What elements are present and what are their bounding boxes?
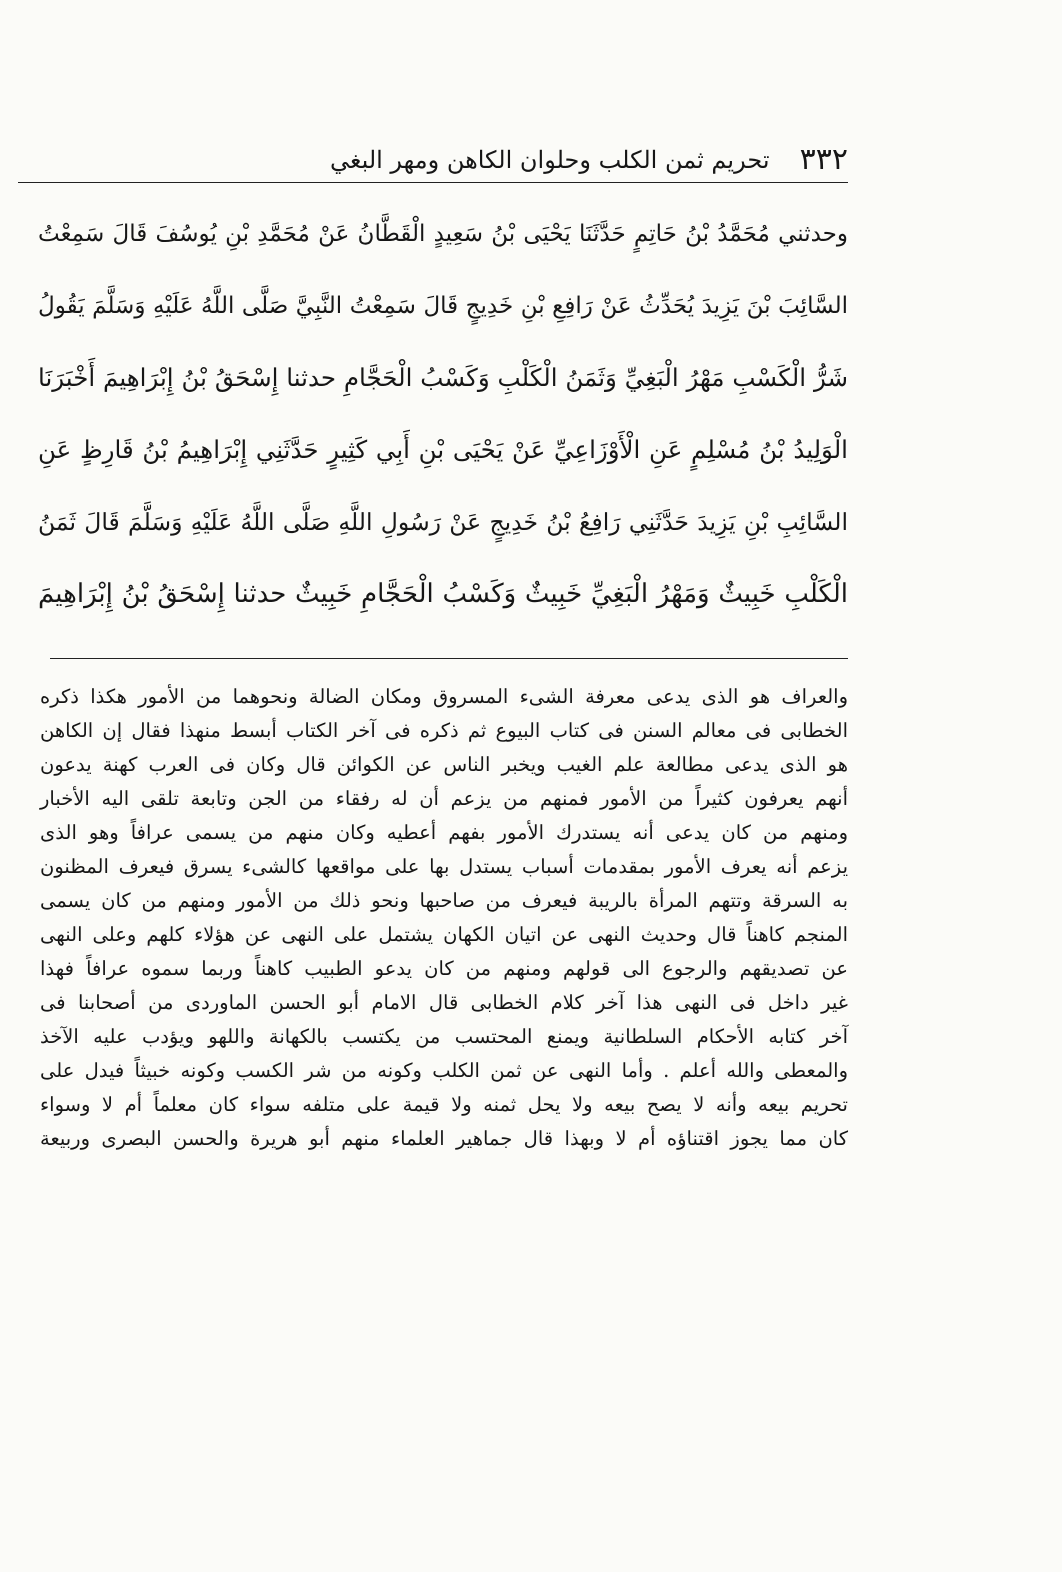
hadith-line: السَّائِبَ بْنَ يَزِيدَ يُحَدِّثُ عَنْ رَافِعِ بْنِ خَدِيجٍ قَالَ سَمِعْتُ النَّبِيَّ صَلَّى اللَّهُ عَلَيْهِ وَسَلَّمَ يَقُولُ [38,293,848,319]
header-rule [18,182,848,183]
hadith-line: وحدثني مُحَمَّدُ بْنُ حَاتِمٍ حَدَّثَنَا يَحْيَى بْنُ سَعِيدٍ الْقَطَّانُ عَنْ مُحَمَّدِ بْنِ يُوسُفَ قَالَ سَمِعْتُ [38,221,848,247]
hadith-line: الْوَلِيدُ بْنُ مُسْلِمٍ عَنِ الْأَوْزَاعِيِّ عَنْ يَحْيَى بْنِ أَبِي كَثِيرٍ حَدَّثَنِي إِبْرَاهِيمُ بْنُ قَارِظٍ عَنِ [38,435,848,464]
commentary-line: الخطابى فى معالم السنن فى كتاب البيوع ثم ذكره فى آخر الكتاب أبسط منهذا فقال إن الكاهن [40,719,848,742]
commentary-line: والمعطى والله أعلم . وأما النهى عن ثمن الكلب وكونه من شر الكسب وكونه خبيثاً فيدل على [40,1059,848,1082]
commentary-line: أنهم يعرفون كثيراً من الأمور فمنهم من يزعم أن له رفقاء من الجن وتابعة تلقى اليه الأخبار [40,787,848,810]
commentary-text [40,680,848,1156]
commentary-line: المنجم كاهناً قال وحديث النهى عن اتيان الكهان يشتمل على النهى عن هؤلاء كلهم وعلى النهى [40,923,848,946]
commentary-line: به السرقة وتتهم المرأة بالريبة فيعرف من صاحبها ونحو ذلك من الأمور ومنهم من كان يسمى [40,889,848,912]
hadith-line: شَرُّ الْكَسْبِ مَهْرُ الْبَغِيِّ وَثَمَنُ الْكَلْبِ وَكَسْبُ الْحَجَّامِ حدثنا إِسْحَقُ بْنُ إِبْرَاهِيمَ أَخْبَرَنَا [38,363,848,392]
running-title: تحريم ثمن الكلب وحلوان الكاهن ومهر البغي [330,146,770,174]
commentary-line: هو الذى يدعى مطالعة علم الغيب ويخبر الناس عن الكوائن قال وكان فى العرب كهنة يدعون [40,753,848,776]
page-header [238,134,848,178]
page-number: ٣٣٢ [799,142,848,177]
commentary-line: تحريم بيعه وأنه لا يصح بيعه ولا يحل ثمنه ولا قيمة على متلفه سواء كان معلماً أم لا وسواء [40,1093,848,1116]
commentary-line: ومنهم من كان يدعى أنه يستدرك الأمور بفهم أعطيه وكان منهم من يسمى عرافاً وهو الذى [40,821,848,844]
section-divider [50,658,848,659]
commentary-line: والعراف هو الذى يدعى معرفة الشىء المسروق ومكان الضالة ونحوهما من الأمور هكذا ذكره [40,685,848,708]
hadith-text [38,198,848,630]
commentary-line: غير داخل فى النهى هذا آخر كلام الخطابى قال الامام أبو الحسن الماوردى من أصحابنا فى [40,991,848,1014]
commentary-line: كان مما يجوز اقتناؤه أم لا وبهذا قال جماهير العلماء منهم أبو هريرة والحسن البصرى وربيعة [40,1127,848,1150]
commentary-line: يزعم أنه يعرف الأمور بمقدمات أسباب يستدل بها على مواقعها كالشىء يسرق فيعرف المظنون [40,855,848,878]
commentary-line: عن تصديقهم والرجوع الى قولهم ومنهم من كان يدعو الطبيب كاهناً وربما سموه عرافاً فهذا [40,957,848,980]
commentary-line: آخر كتابه الأحكام السلطانية ويمنع المحتسب من يكتسب بالكهانة واللهو ويؤدب عليه الآخذ [40,1025,848,1048]
hadith-line: الْكَلْبِ خَبِيثٌ وَمَهْرُ الْبَغِيِّ خَبِيثٌ وَكَسْبُ الْحَجَّامِ خَبِيثٌ حدثنا إِسْحَقُ بْنُ إِبْرَاهِيمَ [38,579,848,609]
hadith-line: السَّائِبِ بْنِ يَزِيدَ حَدَّثَنِي رَافِعُ بْنُ خَدِيجٍ عَنْ رَسُولِ اللَّهِ صَلَّى اللَّهُ عَلَيْهِ وَسَلَّمَ قَالَ ثَمَنُ [38,508,848,536]
